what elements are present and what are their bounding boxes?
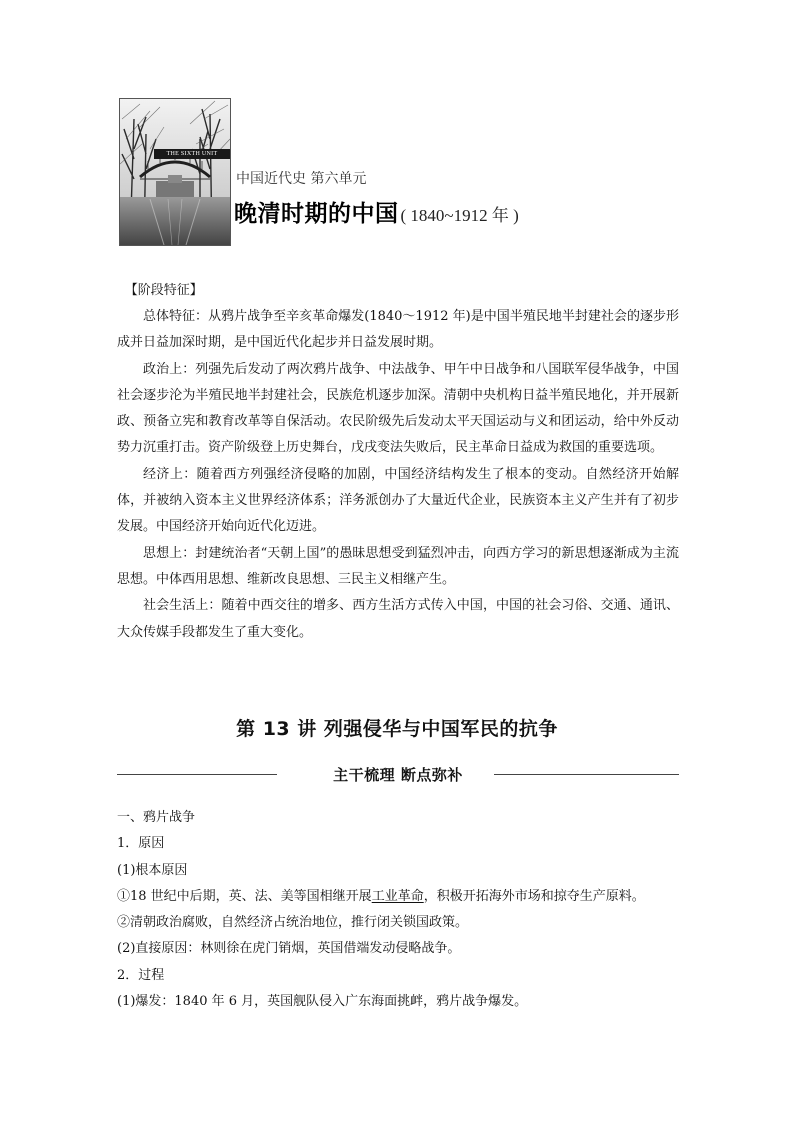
outline-heading-opium-war: 一、鸦片战争 <box>117 810 196 825</box>
outline-direct-cause: (2)直接原因：林则徐在虎门销烟，英国借端发动侵略战争。 <box>117 941 461 957</box>
unit-title <box>234 195 519 228</box>
section-label: 主干梳理 断点弥补 <box>333 766 463 784</box>
lecture-title: 第 13 讲 列强侵华与中国军民的抗争 <box>236 718 558 740</box>
outline-root-cause-heading: (1)根本原因 <box>117 862 188 878</box>
outline-root-cause-1 <box>117 884 679 910</box>
stage-politics: 政治上：列强先后发动了两次鸦片战争、中法战争、甲午中日战争和八国联军侵华战争，中国社会逐步沦为半殖民地半封建社会，民族危机逐步加深。清朝中央机构日益半殖民地化，并开展新政、预备立宪和教育改革等自保活动。农民阶级先后发动太平天国运动与义和团运动，给中外反动势力沉重打击。资产阶级登上历史舞台，戊戌变法失败后，民主革命日益成为救国的重要选项。 <box>117 361 679 456</box>
outline-process-heading: 2．过程 <box>117 967 165 983</box>
unit-title-main: 晚清时期的中国 <box>234 201 399 227</box>
unit-photo-caption: THE SIXTH UNIT <box>154 149 230 159</box>
divider-line-right <box>494 774 679 775</box>
outline-root-cause-2: ②清朝政治腐败，自然经济占统治地位，推行闭关锁国政策。 <box>117 915 469 931</box>
stage-society: 社会生活上：随着中西交往的增多、西方生活方式传入中国，中国的社会习俗、交通、通讯、大众传媒手段都发生了重大变化。 <box>117 598 679 640</box>
stage-overall: 总体特征：从鸦片战争至辛亥革命爆发(1840～1912 年)是中国半殖民地半封建社会的逐步形成并日益加深时期，是中国近代化起步并日益发展时期。 <box>117 309 679 351</box>
outline <box>117 805 679 1015</box>
section-divider <box>117 762 679 786</box>
unit-kicker: 中国近代史 第六单元 <box>236 171 367 187</box>
industrial-revolution-term: 工业革命 <box>371 888 424 904</box>
stage-heading: 【阶段特征】 <box>124 283 203 298</box>
outline-outbreak: (1)爆发：1840 年 6 月，英国舰队侵入广东海面挑衅，鸦片战争爆发。 <box>117 994 528 1010</box>
canal-bridge-illustration <box>120 99 230 245</box>
root-cause-1-post: ，积极开拓海外市场和掠夺生产原料。 <box>423 888 645 904</box>
stage-thought: 思想上：封建统治者“天朝上国”的愚昧思想受到猛烈冲击，向西方学习的新思想逐渐成为主流思想。中体西用思想、维新改良思想、三民主义相继产生。 <box>117 545 679 587</box>
stage-economy: 经济上：随着西方列强经济侵略的加剧，中国经济结构发生了根本的变动。自然经济开始解体，并被纳入资本主义世界经济体系；洋务派创办了大量近代企业，民族资本主义产生并有了初步发展。中国经济开始向近代化迈进。 <box>117 466 679 535</box>
root-cause-1-pre: ①18 世纪中后期，英、法、美等国相继开展 <box>117 888 372 904</box>
stage-features <box>117 278 679 646</box>
outline-causes-heading: 1．原因 <box>117 836 165 852</box>
unit-title-period: ( 1840~1912 年 ) <box>400 206 519 225</box>
unit-cover-photo <box>119 98 231 246</box>
